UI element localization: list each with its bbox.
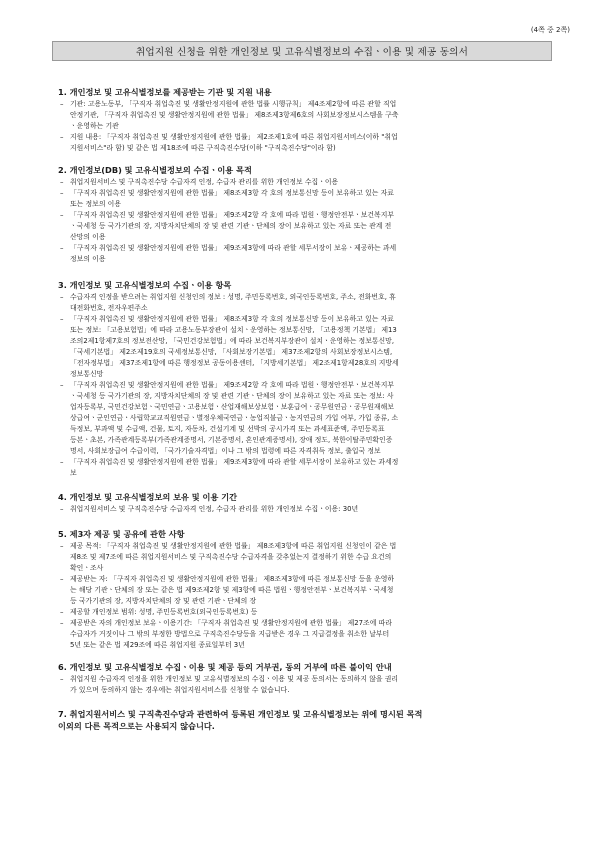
document-title bbox=[52, 41, 552, 61]
list-item-text: 제공받은 자의 개인정보 보유ㆍ이용기간: 「구직자 취업촉진 및 생활안정지원에 관한 법률」 제27조에 따라 수급자가 거짓이나 그 밖의 부정한 방법으로 구직촉진수당등을 지급받은 경우 그 지급결정을 취소한 날부터 5년 또는 같은 법 제29조에 따른 취업지원 종료일부터 3년 bbox=[70, 619, 392, 649]
bullet-dash: – bbox=[60, 133, 64, 141]
list-item bbox=[58, 574, 550, 607]
section-2 bbox=[58, 164, 550, 265]
list-item-text: 제공 목적: 「구직자 취업촉진 및 생활안정지원에 관한 법률」 제8조제3항에 따른 취업지원 신청인이 같은 법 제8조 및 제7조에 따른 취업지원서비스 및 구직촉진수당 수급자격을 갖추었는지 결정하기 위한 수급 요건의 확인ㆍ조사 bbox=[70, 542, 397, 572]
bullet-dash: – bbox=[60, 211, 64, 219]
page-number: (4쪽 중 2쪽) bbox=[530, 26, 570, 34]
list-item bbox=[58, 292, 550, 314]
bullet-dash: – bbox=[60, 315, 64, 323]
section-title: 4. 개인정보 및 고유식별정보의 보유 및 이용 기간 bbox=[58, 492, 238, 502]
list-item-text: 수급자격 인정을 받으려는 취업지원 신청인의 정보 : 성명, 주민등록번호, 외국인등록번호, 주소, 전화번호, 휴 대전화번호, 전자우편주소 bbox=[70, 293, 396, 312]
bullet-dash: – bbox=[60, 542, 64, 550]
bullet-dash: – bbox=[60, 244, 64, 252]
bullet-dash: – bbox=[60, 575, 64, 583]
consent-content bbox=[58, 86, 550, 732]
list-item-text: 제공할 개인정보 범위: 성명, 주민등록번호(외국인등록번호) 등 bbox=[70, 608, 258, 616]
bullet-dash: – bbox=[60, 178, 64, 186]
list-item bbox=[58, 210, 550, 243]
section-title: 5. 제3자 제공 및 공유에 관한 사항 bbox=[58, 529, 185, 539]
list-item-text: 「구직자 취업촉진 및 생활안정지원에 관한 법률」 제9조제3항에 따라 관할 세무서장이 보유하고 있는 과세정 보 bbox=[70, 458, 399, 477]
section-3 bbox=[58, 279, 550, 479]
bullet-dash: – bbox=[60, 293, 64, 301]
bullet-dash: – bbox=[60, 189, 64, 197]
list-item-text: 취업지원 수급자격 인정을 위한 개인정보 및 고유식별정보의 수집ㆍ이용 및 제공 동의서는 동의하지 않을 권리 가 있으며 동의하지 않는 경우에는 취업지원서비스를 신청할 수 없습니다. bbox=[70, 675, 399, 694]
section-4 bbox=[58, 491, 550, 515]
list-item bbox=[58, 188, 550, 210]
list-item-text: 「구직자 취업촉진 및 생활안정지원에 관한 법률」 제9조제2항 각 호에 따라 법원ㆍ행정안전부ㆍ보건복지부 ㆍ국세청 등 국가기관의 장, 지방자치단체의 장 및 관련 기관ㆍ단체의 장이 보유하고 있는 자료 또는 정보: 사 업자등록부, 국민건강보험ㆍ국민연금ㆍ고용보험ㆍ산업재해보상보험ㆍ보훈급여ㆍ공무원연금ㆍ공무원재해보 상급여ㆍ군인연금ㆍ사립학교교직원연금ㆍ별정우체국연금ㆍ농업직불금ㆍ농지연금의 가입 여부, 가입 종류, 소 득정보, 부과액 및 수급액, 건물, 토지, 자동차, 건설기계 및 선박의 공시가격 또는 과세표준액, 주민등록표 등본ㆍ초본, 가족관계등록부(가족관계증명서, 기본증명서, 혼인관계증명서), 장애 정도, 북한이탈주민확인증 명서, 사회보장급여 수급이력, 「국가기술자격법」이나 그 밖의 법령에 따른 자격취득 정보, 출입국 정보 bbox=[70, 381, 399, 455]
section-5 bbox=[58, 528, 550, 651]
list-item-text: 지원 내용: 「구직자 취업촉진 및 생활안정지원에 관한 법률」 제2조제1호에 따른 취업지원서비스(이하 "취업 지원서비스"라 함) 및 같은 법 제18조에 따른 구직촉진수당(이하 "구직촉진수당"이라 함) bbox=[70, 133, 398, 152]
section-title: 3. 개인정보 및 고유식별정보의 수집ㆍ이용 항목 bbox=[58, 280, 232, 290]
document-title-text: 취업지원 신청을 위한 개인정보 및 고유식별정보의 수집ㆍ이용 및 제공 동의서 bbox=[135, 47, 469, 58]
bullet-dash: – bbox=[60, 100, 64, 108]
list-item bbox=[58, 314, 550, 380]
list-item bbox=[58, 674, 550, 696]
list-item bbox=[58, 132, 550, 154]
section-title: 7. 취업지원서비스 및 구직촉진수당과 관련하여 등록된 개인정보 및 고유식별정보는 위에 명시된 목적 이외의 다른 목적으로는 사용되지 않습니다. bbox=[58, 709, 423, 731]
list-item bbox=[58, 457, 550, 479]
section-1 bbox=[58, 86, 550, 154]
list-item bbox=[58, 243, 550, 265]
list-item-text: 취업지원서비스 및 구직촉진수당 수급자격 인정, 수급자 관리를 위한 개인정보 수집ㆍ이용: 30년 bbox=[70, 505, 359, 513]
list-item bbox=[58, 607, 550, 618]
list-item-text: 「구직자 취업촉진 및 생활안정지원에 관한 법률」 제8조제3항 각 호의 정보통신망 등이 보유하고 있는 자료 또는 정보의 이용 bbox=[70, 189, 394, 208]
bullet-dash: – bbox=[60, 505, 64, 513]
list-item bbox=[58, 541, 550, 574]
section-title: 1. 개인정보 및 고유식별정보를 제공받는 기관 및 지원 내용 bbox=[58, 87, 272, 97]
bullet-dash: – bbox=[60, 619, 64, 627]
bullet-dash: – bbox=[60, 608, 64, 616]
list-item bbox=[58, 618, 550, 651]
list-item-text: 「구직자 취업촉진 및 생활안정지원에 관한 법률」 제8조제3항 각 호의 정보통신망 등이 보유하고 있는 자료 또는 정보: 「고용보험법」에 따라 고용노동부장관이 설치ㆍ운영하는 정보통신망, 「고용정책 기본법」 제13 조의2제1항제7호의 정보전산망, 「국민건강보험법」에 따라 보건복지부장관이 설치ㆍ운영하는 정보통신망, 「국세기본법」 제2조제19호의 국세정보통신망, 「사회보장기본법」 제37조제2항의 사회보장정보시스템, 「전자정부법」 제37조제1항에 따른 행정정보 공동이용센터, 「지방세기본법」 제2조제1항제28호의 지방세 정보통신망 bbox=[70, 315, 399, 378]
section-title: 2. 개인정보(DB) 및 고유식별정보의 수집ㆍ이용 목적 bbox=[58, 165, 252, 175]
list-item bbox=[58, 504, 550, 515]
list-item bbox=[58, 177, 550, 188]
bullet-dash: – bbox=[60, 675, 64, 683]
list-item-text: 제공받는 자: 「구직자 취업촉진 및 생활안정지원에 관한 법률」 제8조제3항에 따른 정보통신망 등을 운영하 는 해당 기관ㆍ단체의 장 또는 같은 법 제9조제2항 및 제3항에 따른 법원ㆍ행정안전부ㆍ보건복지부ㆍ국세청 등 국가기관의 장, 지방자치단체의 장 및 관련 기관ㆍ단체의 장 bbox=[70, 575, 395, 605]
list-item bbox=[58, 380, 550, 457]
section-title: 6. 개인정보 및 고유식별정보 수집ㆍ이용 및 제공 등의 거부권, 동의 거부에 따른 불이익 안내 bbox=[58, 662, 392, 672]
list-item-text: 기관: 고용노동부, 「구직자 취업촉진 및 생활안정지원에 관한 법률 시행규칙」 제4조제2항에 따른 관할 직업 안정기관, 「구직자 취업촉진 및 생활안정지원에 관한 법률」 제8조제3항제6호의 사회보장정보시스템을 구축 ㆍ운영하는 기관 bbox=[70, 100, 399, 130]
bullet-dash: – bbox=[60, 458, 64, 466]
bullet-dash: – bbox=[60, 381, 64, 389]
list-item-text: 취업지원서비스 및 구직촉진수당 수급자격 인정, 수급자 관리를 위한 개인정보 수집ㆍ이용 bbox=[70, 178, 339, 186]
section-6 bbox=[58, 661, 550, 696]
list-item bbox=[58, 99, 550, 132]
section-7 bbox=[58, 708, 550, 732]
list-item-text: 「구직자 취업촉진 및 생활안정지원에 관한 법률」 제9조제2항 각 호에 따라 법원ㆍ행정안전부ㆍ보건복지부 ㆍ국세청 등 국가기관의 장, 지방자치단체의 장 및 관련 기관ㆍ단체의 장이 보유하고 있는 자료 또는 관계 전 산망의 이용 bbox=[70, 211, 395, 241]
list-item-text: 「구직자 취업촉진 및 생활안정지원에 관한 법률」 제9조제3항에 따라 관할 세무서장이 보유ㆍ제공하는 과세 정보의 이용 bbox=[70, 244, 397, 263]
